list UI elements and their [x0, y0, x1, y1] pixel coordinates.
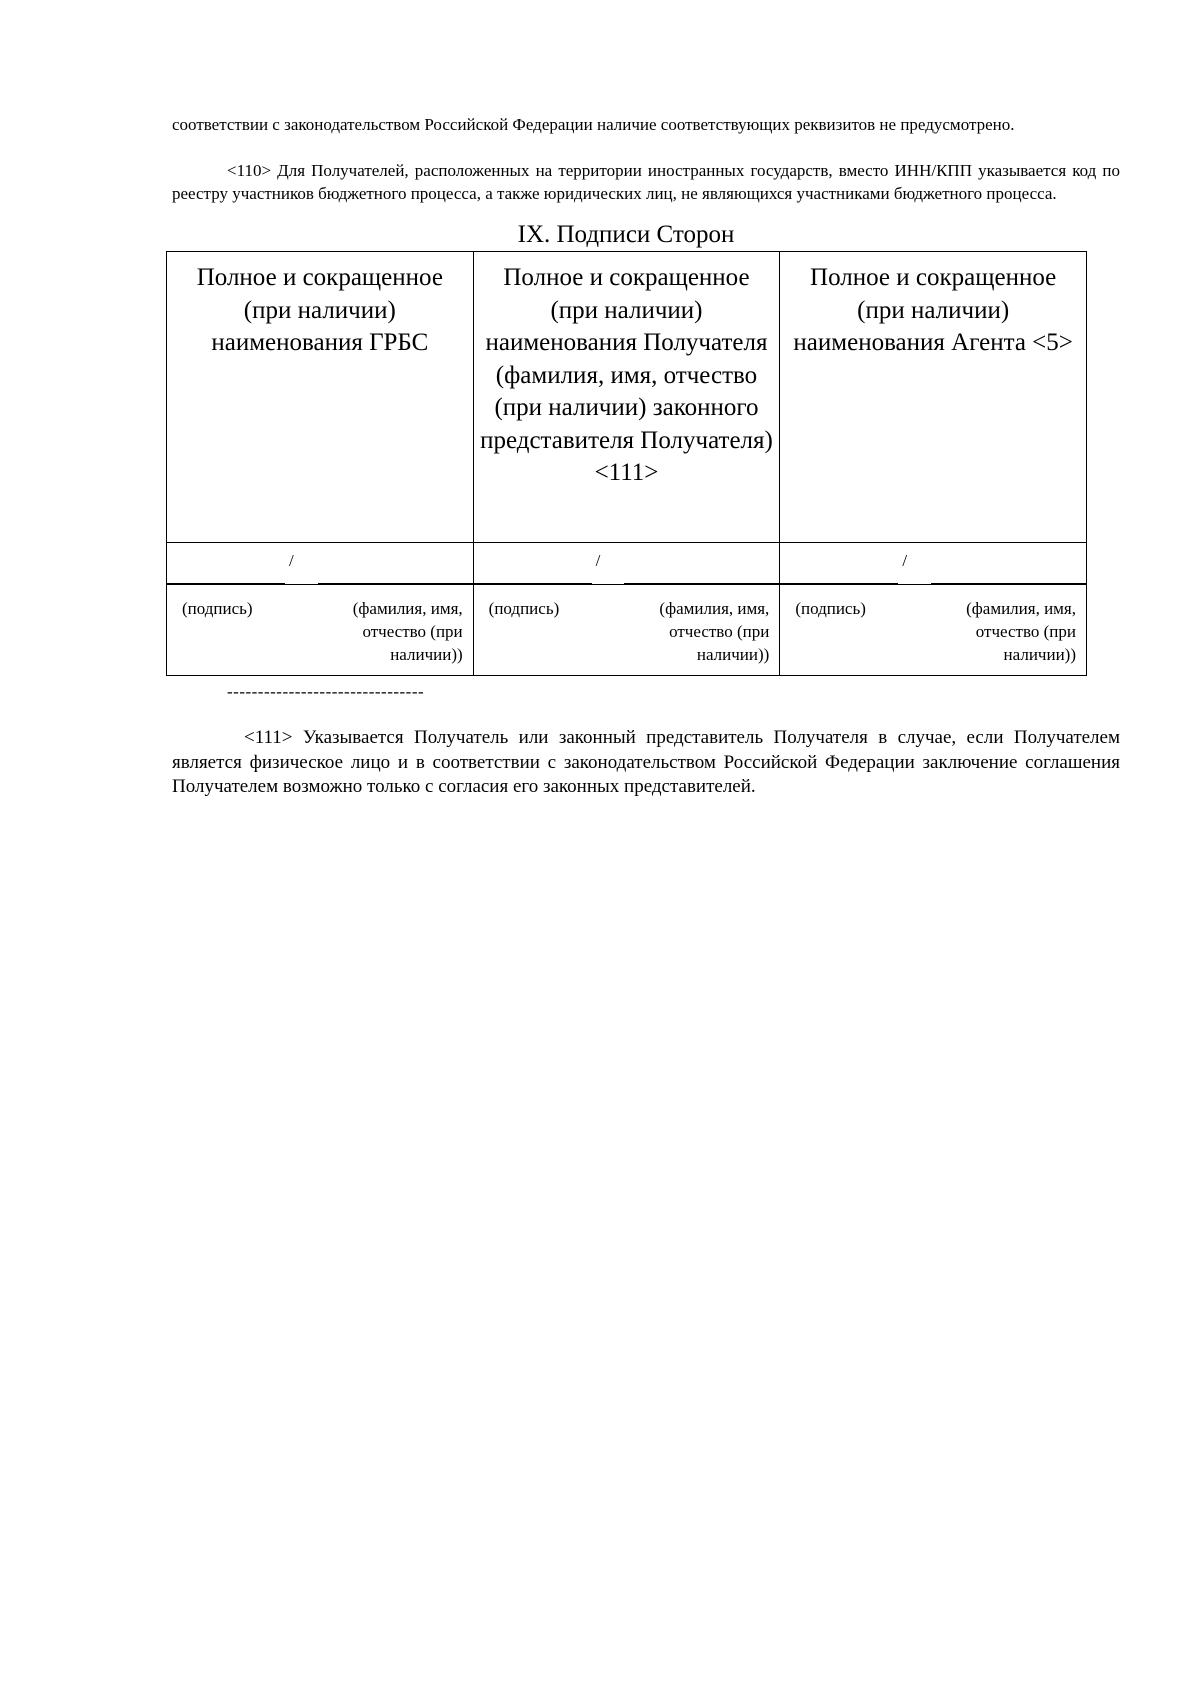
slash-separator: / [595, 551, 601, 570]
header-cell-grbs: Полное и сокращенное (при наличии) наименования ГРБС [167, 252, 474, 543]
signature-cell-agent [780, 543, 1087, 585]
footnote-111: <111> Указывается Получатель или законный представитель Получателя в случае, если Получателем является физическое лицо и в соответствии с законодательством Российской Федерации заключение соглашения Получателем возможно только с согласия его законных представителей. [172, 727, 1120, 797]
caption-name: (фамилия, имя, отчество (при наличии)) [659, 599, 770, 664]
caption-row [167, 585, 1087, 676]
caption-signature: (подпись) [488, 599, 560, 618]
caption-signature: (подпись) [182, 599, 253, 618]
signature-row [167, 543, 1087, 585]
document-page [172, 113, 1120, 819]
caption-cell-grbs [167, 585, 474, 676]
table-header-row [167, 252, 1087, 543]
slash-separator: / [289, 551, 294, 570]
signatures-table [166, 251, 1087, 676]
footnote-separator: -------------------------------- [227, 682, 425, 701]
footnote-110: <110> Для Получателей, расположенных на территории иностранных государств, вместо ИНН/КПП указывается код по реестру участников бюджетного процесса, а также юридических лиц, не являющихся участниками бюджетного процесса. [172, 161, 1120, 203]
section-title: IX. Подписи Сторон [517, 221, 735, 248]
caption-cell-recipient [473, 585, 780, 676]
signature-cell-grbs [167, 543, 474, 585]
signature-cell-recipient [473, 543, 780, 585]
caption-name: (фамилия, имя, отчество (при наличии)) [966, 599, 1076, 664]
caption-signature: (подпись) [795, 599, 866, 618]
header-cell-agent: Полное и сокращенное (при наличии) наименования Агента <5> [780, 252, 1087, 543]
paragraph-continuation: соответствии с законодательством Российской Федерации наличие соответствующих реквизитов не предусмотрено. [172, 115, 1015, 134]
caption-cell-agent [780, 585, 1087, 676]
header-cell-recipient: Полное и сокращенное (при наличии) наименования Получателя (фамилия, имя, отчество (при наличии) законного представителя Получателя) <111> [473, 252, 780, 543]
slash-separator: / [902, 551, 908, 570]
caption-name: (фамилия, имя, отчество (при наличии)) [352, 599, 463, 664]
